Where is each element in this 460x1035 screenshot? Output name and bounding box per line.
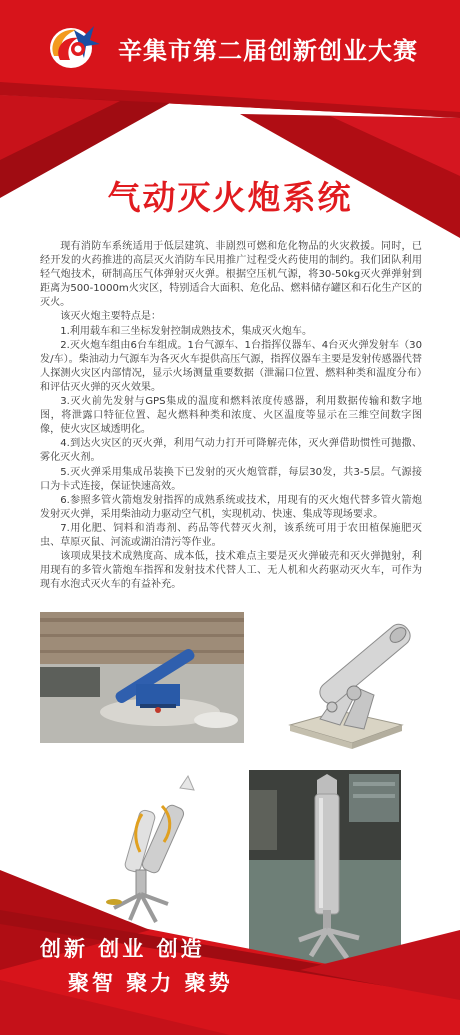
paragraph: 2.灭火炮车组由6台车组成。1台气源车、1台指挥仪器车、4台灭火弹发射车（30发/车）。柴油动力气源车为各灭火车提供高压气源，指挥仪器车主要是发射传感器代替人探测火灾区内部情况，显示火场测量重要数据（泄漏口位置、燃料种类和温度分布）和评估灭火弹的灭火效果。 (40, 339, 422, 393)
paragraph: 1.利用载车和三坐标发射控制成熟技术，集成灭火炮车。 (60, 325, 313, 337)
slogan-line-1: 创新 创业 创造 (40, 937, 205, 961)
slogan-line-2: 聚智 聚力 聚势 (68, 971, 233, 995)
body-text (40, 240, 422, 592)
launcher-model-image (270, 615, 422, 767)
paragraph: 该灭火炮主要特点是： (60, 311, 162, 323)
field-test-photo (40, 612, 244, 743)
event-title: 辛集市第二届创新创业大赛 (118, 37, 418, 65)
paragraph: 6.参照多管火箭炮发射指挥的成熟系统或技术，用现有的灭火炮代替多管火箭炮发射灭火弹，采用柴油动力驱动空气机，实现机动、快速、集成等现场要求。 (40, 494, 422, 520)
paragraph: 4.到达火灾区的灭火弹，利用气动力打开可降解壳体，灭火弹借助惯性可抛撒、雾化灭火剂。 (40, 438, 422, 464)
flame-swirl-logo-icon (44, 22, 104, 72)
paragraph: 7.用化肥、饲料和消毒剂、药品等代替灭火剂，该系统可用于农田植保施肥灭虫、草原灭鼠、河流或湖泊清污等作业。 (40, 522, 422, 548)
paragraph: 3.灭火前先发射与GPS集成的温度和燃料浓度传感器，利用数据传输和数字地图，将泄露口特征位置、起火燃料种类和浓度、火区温度等显示在三维空间数字图像，使火灾区域透明化。 (40, 396, 422, 436)
paragraph: 5.灭火弹采用集成吊装换下已发射的灭火炮管群，每层30发，共3-5层。气源接口为卡式连接，保证快速高效。 (40, 466, 422, 492)
paragraph: 该项成果技术成熟度高、成本低，技术难点主要是灭火弹破壳和灭火弹抛射，利用现有的多管火箭炮车指挥和发射技术代替人工、无人机和火药驱动灭火车，可作为现有水泡式灭火车的有益补充。 (40, 551, 422, 591)
paragraph: 现有消防车系统适用于低层建筑、非剧烈可燃和危化物品的火灾救援。同时，已经开发的火药推进的高层灭火消防车民用推广过程受火药使用的制约。我们团队利用轻气炮技术，研制高压气体弹射灭火弹。根据空压机气源，将30-50kg灭火弹弹射到距离为500-1000m火灾区，特别适合大面积、危化品、燃料储存罐区和石化生产区的灭火。 (40, 241, 422, 309)
document-title: 气动灭火炮系统 (107, 178, 353, 217)
